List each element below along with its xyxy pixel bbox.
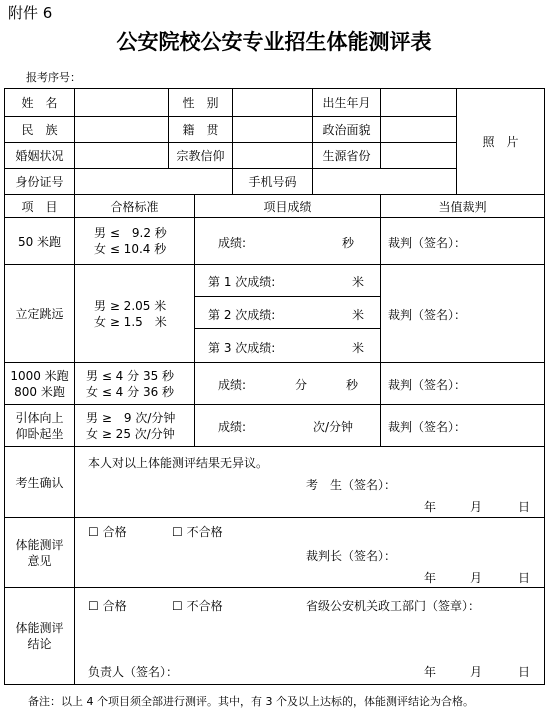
run50-std-male: 男 ≤ 9.2 秒 [94, 226, 167, 240]
marital-label: 婚姻状况 [15, 149, 64, 163]
attachment-label: 附件 6 [8, 4, 53, 22]
jump-try2-unit: 米 [352, 308, 365, 322]
confirm-text: 本人对以上体能测评结果无异议。 [88, 456, 269, 470]
gender-field[interactable] [233, 89, 312, 116]
birth-field[interactable] [381, 89, 456, 116]
run50-unit: 秒 [342, 236, 355, 250]
conclusion-label [5, 588, 74, 684]
confirm-signature[interactable]: 考 生（签名）： [306, 478, 397, 492]
run1000-score-label: 成绩: [218, 378, 247, 392]
religion-field[interactable] [233, 143, 312, 168]
id-no-field[interactable] [75, 169, 232, 194]
pullup-unit: 次/分钟 [313, 420, 354, 434]
conclusion-year: 年 [424, 665, 437, 679]
jump-try3-label: 第 3 次成绩: [208, 341, 276, 355]
pullup-name-male: 引体向上 [15, 410, 64, 425]
pullup-standard [86, 405, 194, 446]
jump-name: 立定跳远 [15, 307, 64, 321]
political-field[interactable] [381, 117, 456, 142]
reg-no-label: 报考序号： [26, 71, 81, 84]
name-label: 姓 名 [21, 96, 58, 110]
confirm-year: 年 [424, 500, 437, 514]
confirm-month: 月 [470, 500, 483, 514]
marital-field[interactable] [75, 143, 168, 168]
opinion-fail-checkbox[interactable]: ☐ 不合格 [172, 525, 223, 539]
opinion-month: 月 [470, 571, 483, 585]
situp-std-female: 女 ≥ 25 次/分钟 [86, 426, 175, 441]
conclusion-label-line2: 结论 [27, 637, 52, 651]
origin-province-label: 生源省份 [322, 149, 371, 163]
run50-score-label: 成绩: [218, 236, 247, 250]
pullup-name [5, 405, 74, 446]
run1000-std-female: 女 ≤ 4 分 36 秒 [86, 384, 175, 399]
run1000-standard [86, 363, 194, 404]
native-place-label: 籍 贯 [182, 123, 219, 137]
origin-province-field[interactable] [381, 143, 456, 168]
pullup-score-label: 成绩: [218, 420, 247, 434]
jump-std-male: 男 ≥ 2.05 米 [94, 298, 167, 313]
ethnicity-label: 民 族 [21, 123, 58, 137]
page-title: 公安院校公安专业招生体能测评表 [116, 29, 432, 54]
confirm-day: 日 [518, 500, 531, 514]
birth-label: 出生年月 [322, 96, 371, 110]
gender-label: 性 别 [182, 96, 219, 110]
run50-judge[interactable]: 裁判（签名）： [388, 236, 467, 250]
opinion-label-line1: 体能测评 [15, 537, 64, 552]
jump-try1-label: 第 1 次成绩: [208, 275, 276, 289]
score-header: 项目成绩 [263, 199, 312, 214]
opinion-year: 年 [424, 571, 437, 585]
run1000-name-male: 1000 米跑 [10, 368, 69, 383]
run1000-name [5, 363, 74, 404]
phone-label: 手机号码 [248, 175, 297, 189]
religion-label: 宗教信仰 [176, 149, 225, 163]
conclusion-label-line1: 体能测评 [15, 621, 64, 635]
native-place-field[interactable] [233, 117, 312, 142]
conclusion-month: 月 [470, 665, 483, 679]
ethnicity-field[interactable] [75, 117, 168, 142]
run1000-std-male: 男 ≤ 4 分 35 秒 [86, 368, 175, 383]
phone-field[interactable] [313, 169, 456, 194]
judge-header: 当值裁判 [438, 199, 487, 214]
pullup-std-male: 男 ≥ 9 次/分钟 [86, 410, 176, 425]
conclusion-stamp[interactable]: 省级公安机关政工部门（签章）： [306, 599, 481, 613]
id-no-label: 身份证号 [15, 175, 64, 189]
run800-name-female: 800 米跑 [14, 384, 65, 399]
conclusion-pass-checkbox[interactable]: ☐ 合格 [88, 599, 127, 613]
run1000-unit-sec: 秒 [346, 378, 359, 392]
conclusion-fail-checkbox[interactable]: ☐ 不合格 [172, 599, 223, 613]
jump-std-female: 女 ≥ 1.5 米 [94, 314, 167, 329]
confirm-label: 考生确认 [15, 475, 64, 490]
situp-name-female: 仰卧起坐 [15, 426, 64, 441]
run1000-unit-min: 分 [295, 378, 308, 392]
conclusion-responsible[interactable]: 负责人（签名）： [88, 665, 179, 679]
jump-judge[interactable]: 裁判（签名）： [388, 308, 467, 322]
opinion-signature[interactable]: 裁判长（签名）： [306, 549, 397, 563]
opinion-label-line2: 意见 [27, 553, 52, 568]
jump-try3-unit: 米 [352, 341, 365, 355]
pullup-judge[interactable]: 裁判（签名）： [388, 420, 467, 434]
opinion-pass-checkbox[interactable]: ☐ 合格 [88, 525, 127, 539]
photo-box[interactable]: 照 片 [482, 135, 519, 149]
jump-try1-unit: 米 [352, 275, 365, 289]
standard-header: 合格标准 [110, 199, 159, 214]
footnote: 备注：以上 4 个项目须全部进行测评。其中，有 3 个及以上达标的，体能测评结论为合格。 [28, 695, 474, 708]
run1000-judge[interactable]: 裁判（签名）： [388, 378, 467, 392]
conclusion-day: 日 [518, 665, 531, 679]
run50-name: 50 米跑 [17, 234, 62, 249]
jump-try2-label: 第 2 次成绩: [208, 308, 276, 322]
opinion-day: 日 [518, 571, 531, 585]
run50-standard [94, 218, 194, 264]
opinion-label [5, 518, 74, 587]
name-field[interactable] [75, 89, 168, 116]
political-label: 政治面貌 [322, 123, 371, 137]
jump-standard [94, 265, 194, 362]
run50-score-field[interactable] [260, 230, 340, 250]
run50-std-female: 女 ≤ 10.4 秒 [94, 242, 167, 256]
item-header: 项 目 [21, 199, 58, 214]
